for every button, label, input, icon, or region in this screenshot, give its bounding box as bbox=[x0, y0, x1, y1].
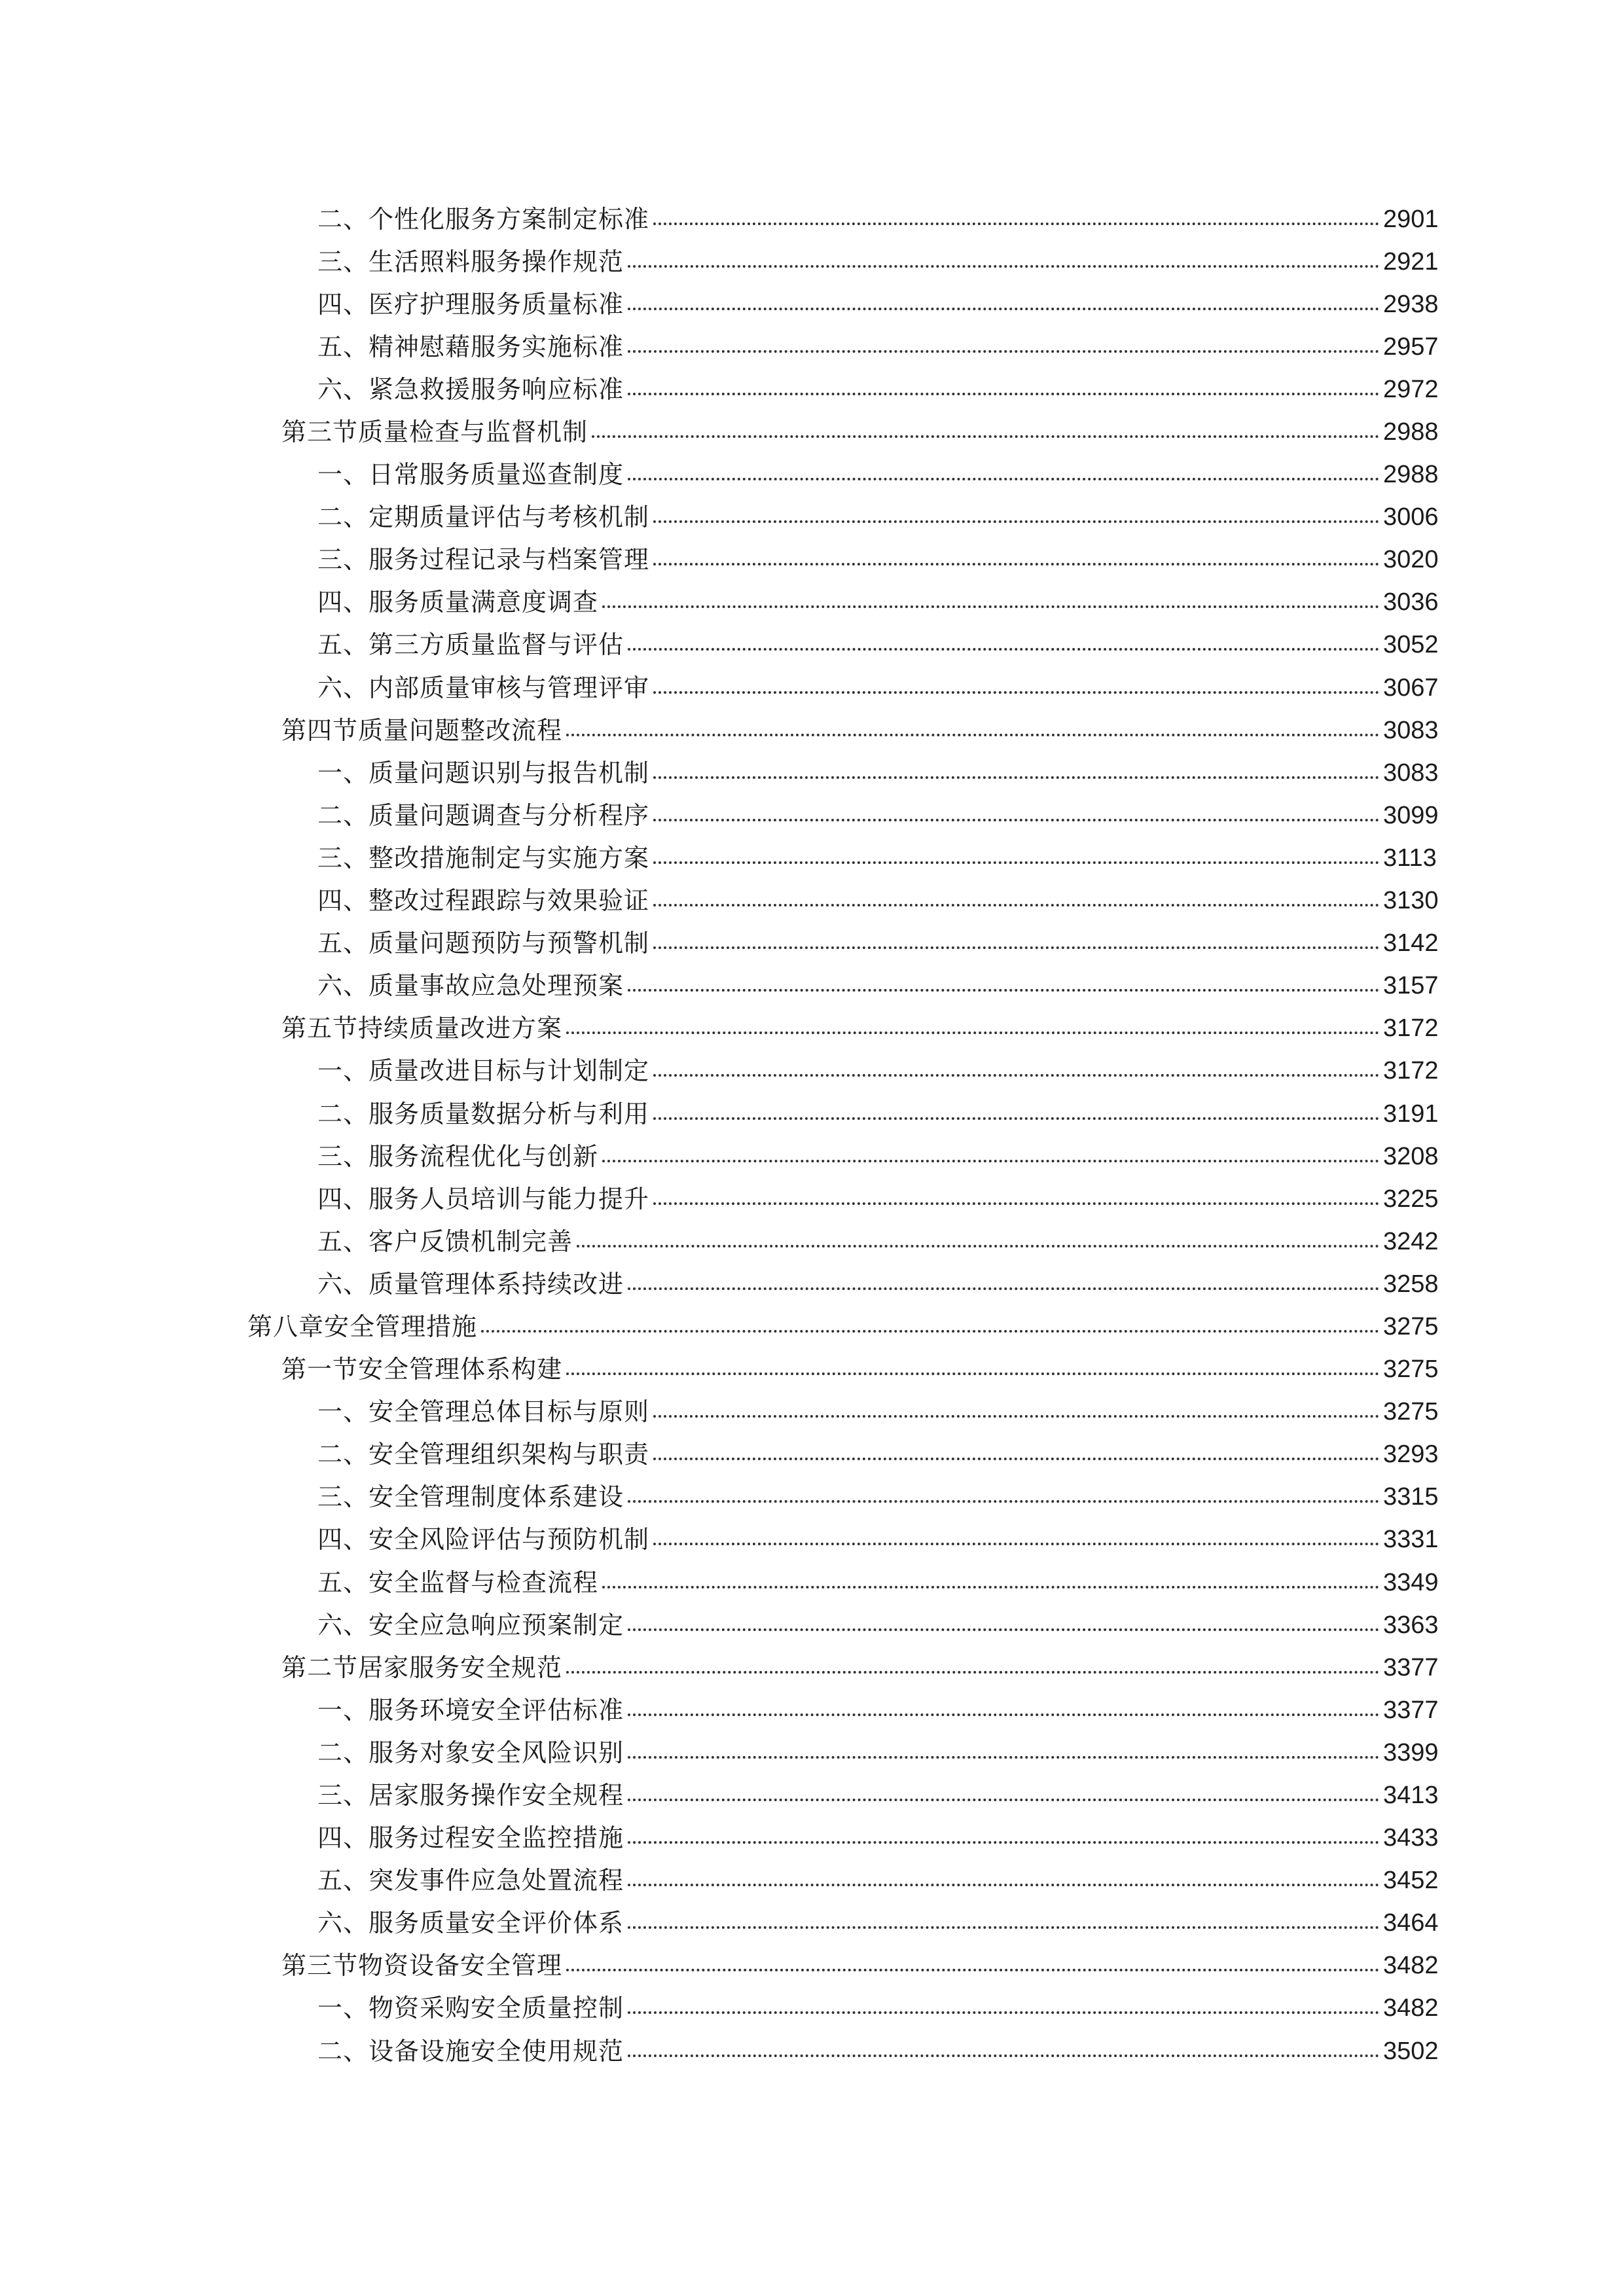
toc-page-number: 3208 bbox=[1383, 1142, 1439, 1170]
toc-dot-leader bbox=[566, 1031, 1379, 1034]
toc-entry-title: 第八章安全管理措施 bbox=[247, 1312, 478, 1341]
toc-dot-leader bbox=[628, 2054, 1379, 2057]
toc-page-number: 3433 bbox=[1383, 1824, 1439, 1852]
toc-entry-title: 四、服务质量满意度调查 bbox=[317, 588, 599, 617]
toc-subsection-entry[interactable] bbox=[0, 1220, 1624, 1263]
toc-page-number: 3377 bbox=[1383, 1696, 1439, 1724]
toc-dot-leader bbox=[628, 478, 1379, 480]
toc-dot-leader bbox=[628, 1713, 1379, 1716]
toc-entry-title: 第三节物资设备安全管理 bbox=[281, 1951, 563, 1981]
toc-entry-title: 五、第三方质量监督与评估 bbox=[317, 630, 624, 660]
toc-dot-leader bbox=[653, 223, 1379, 225]
toc-page-number: 3099 bbox=[1383, 801, 1439, 829]
toc-entry-title: 六、紧急救援服务响应标准 bbox=[317, 374, 624, 404]
toc-entry-title: 三、服务过程记录与档案管理 bbox=[317, 545, 650, 575]
toc-subsection-entry[interactable] bbox=[0, 1433, 1624, 1476]
toc-page-number: 3502 bbox=[1383, 2037, 1439, 2065]
toc-dot-leader bbox=[653, 1202, 1379, 1205]
toc-page-number: 3331 bbox=[1383, 1526, 1439, 1554]
toc-subsection-entry[interactable] bbox=[0, 283, 1624, 325]
toc-entry-title: 二、服务质量数据分析与利用 bbox=[317, 1099, 650, 1128]
toc-subsection-entry[interactable] bbox=[0, 1561, 1624, 1604]
toc-page-number: 2901 bbox=[1383, 205, 1439, 233]
toc-subsection-entry[interactable] bbox=[0, 1263, 1624, 1305]
toc-page-number: 3349 bbox=[1383, 1568, 1439, 1596]
toc-subsection-entry[interactable] bbox=[0, 880, 1624, 922]
toc-subsection-entry[interactable] bbox=[0, 666, 1624, 709]
toc-entry-title: 一、质量改进目标与计划制定 bbox=[317, 1056, 650, 1086]
toc-page-number: 3258 bbox=[1383, 1270, 1439, 1298]
toc-subsection-entry[interactable] bbox=[0, 2030, 1624, 2072]
toc-page-number: 3083 bbox=[1383, 716, 1439, 744]
toc-subsection-entry[interactable] bbox=[0, 581, 1624, 624]
toc-subsection-entry[interactable] bbox=[0, 368, 1624, 410]
toc-subsection-entry[interactable] bbox=[0, 1604, 1624, 1646]
toc-dot-leader bbox=[566, 1372, 1379, 1375]
toc-page-number: 3225 bbox=[1383, 1185, 1439, 1213]
toc-dot-leader bbox=[653, 776, 1379, 779]
toc-dot-leader bbox=[566, 1969, 1379, 1971]
toc-page-number: 3067 bbox=[1383, 673, 1439, 702]
toc-page-number: 3482 bbox=[1383, 1994, 1439, 2022]
toc-dot-leader bbox=[566, 734, 1379, 736]
toc-dot-leader bbox=[628, 265, 1379, 268]
toc-subsection-entry[interactable] bbox=[0, 1092, 1624, 1135]
toc-page-number: 3413 bbox=[1383, 1782, 1439, 1810]
toc-entry-title: 五、客户反馈机制完善 bbox=[317, 1227, 573, 1256]
toc-dot-leader bbox=[628, 1500, 1379, 1503]
toc-entry-title: 四、整改过程跟踪与效果验证 bbox=[317, 886, 650, 916]
toc-page-number: 3052 bbox=[1383, 631, 1439, 659]
toc-dot-leader bbox=[592, 435, 1379, 438]
toc-section-entry[interactable] bbox=[0, 1646, 1624, 1689]
toc-page-number: 3083 bbox=[1383, 759, 1439, 787]
toc-entry-title: 六、质量管理体系持续改进 bbox=[317, 1269, 624, 1299]
toc-entry-title: 二、服务对象安全风险识别 bbox=[317, 1738, 624, 1767]
toc-page-number: 3172 bbox=[1383, 1014, 1439, 1043]
toc-page-number: 3006 bbox=[1383, 503, 1439, 531]
toc-page-number: 2921 bbox=[1383, 247, 1439, 276]
toc-page-number: 2972 bbox=[1383, 375, 1439, 403]
toc-section-entry[interactable] bbox=[0, 709, 1624, 751]
toc-page-number: 3293 bbox=[1383, 1441, 1439, 1469]
toc-page-number: 2988 bbox=[1383, 461, 1439, 489]
toc-subsection-entry[interactable] bbox=[0, 1050, 1624, 1092]
toc-page-number: 3130 bbox=[1383, 887, 1439, 915]
toc-dot-leader bbox=[653, 1458, 1379, 1460]
toc-dot-leader bbox=[628, 350, 1379, 353]
toc-page-number: 3464 bbox=[1383, 1909, 1439, 1937]
toc-dot-leader bbox=[602, 605, 1379, 608]
toc-page-number: 2957 bbox=[1383, 332, 1439, 361]
toc-page-number: 3482 bbox=[1383, 1952, 1439, 1980]
toc-dot-leader bbox=[653, 563, 1379, 565]
toc-section-entry[interactable] bbox=[0, 1348, 1624, 1391]
toc-page-number: 3020 bbox=[1383, 546, 1439, 574]
toc-dot-leader bbox=[653, 946, 1379, 949]
toc-dot-leader bbox=[653, 1117, 1379, 1120]
toc-dot-leader bbox=[653, 861, 1379, 864]
toc-entry-title: 二、定期质量评估与考核机制 bbox=[317, 503, 650, 532]
toc-entry-title: 一、日常服务质量巡查制度 bbox=[317, 460, 624, 490]
toc-entry-title: 四、服务过程安全监控措施 bbox=[317, 1823, 624, 1853]
toc-entry-title: 四、安全风险评估与预防机制 bbox=[317, 1525, 650, 1554]
toc-subsection-entry[interactable] bbox=[0, 1731, 1624, 1774]
toc-entry-title: 二、质量问题调查与分析程序 bbox=[317, 800, 650, 830]
toc-entry-title: 一、物资采购安全质量控制 bbox=[317, 1994, 624, 2023]
toc-dot-leader bbox=[628, 2011, 1379, 2014]
toc-dot-leader bbox=[602, 1586, 1379, 1588]
toc-entry-title: 一、服务环境安全评估标准 bbox=[317, 1695, 624, 1725]
toc-subsection-entry[interactable] bbox=[0, 240, 1624, 283]
toc-page-number: 3275 bbox=[1383, 1312, 1439, 1340]
table-of-contents bbox=[0, 198, 1624, 2072]
toc-entry-title: 三、安全管理制度体系建设 bbox=[317, 1482, 624, 1512]
toc-entry-title: 五、质量问题预防与预警机制 bbox=[317, 929, 650, 958]
toc-dot-leader bbox=[566, 1671, 1379, 1674]
toc-entry-title: 四、服务人员培训与能力提升 bbox=[317, 1184, 650, 1213]
toc-dot-leader bbox=[628, 308, 1379, 310]
toc-dot-leader bbox=[653, 1543, 1379, 1545]
toc-dot-leader bbox=[628, 989, 1379, 992]
toc-dot-leader bbox=[628, 1756, 1379, 1759]
toc-page-number: 3275 bbox=[1383, 1355, 1439, 1384]
toc-entry-title: 第三节质量检查与监督机制 bbox=[281, 418, 588, 447]
toc-dot-leader bbox=[628, 1884, 1379, 1886]
toc-dot-leader bbox=[481, 1330, 1379, 1333]
toc-entry-title: 第五节持续质量改进方案 bbox=[281, 1014, 563, 1043]
toc-dot-leader bbox=[628, 1841, 1379, 1844]
toc-entry-title: 二、安全管理组织架构与职责 bbox=[317, 1440, 650, 1469]
toc-page-number: 3452 bbox=[1383, 1867, 1439, 1895]
toc-page-number: 3157 bbox=[1383, 972, 1439, 1000]
toc-entry-title: 三、居家服务操作安全规程 bbox=[317, 1781, 624, 1810]
toc-subsection-entry[interactable] bbox=[0, 965, 1624, 1007]
toc-entry-title: 六、服务质量安全评价体系 bbox=[317, 1909, 624, 1938]
toc-subsection-entry[interactable] bbox=[0, 198, 1624, 240]
toc-dot-leader bbox=[628, 1799, 1379, 1801]
toc-page-number: 3036 bbox=[1383, 588, 1439, 617]
toc-entry-title: 四、医疗护理服务质量标准 bbox=[317, 289, 624, 319]
toc-entry-title: 一、安全管理总体目标与原则 bbox=[317, 1397, 650, 1427]
toc-page-number: 3113 bbox=[1383, 844, 1437, 872]
toc-subsection-entry[interactable] bbox=[0, 454, 1624, 496]
toc-page-number: 3275 bbox=[1383, 1398, 1439, 1426]
toc-entry-title: 二、设备设施安全使用规范 bbox=[317, 2036, 624, 2066]
toc-dot-leader bbox=[653, 691, 1379, 694]
toc-dot-leader bbox=[653, 520, 1379, 523]
toc-section-entry[interactable] bbox=[0, 410, 1624, 453]
toc-subsection-entry[interactable] bbox=[0, 1774, 1624, 1816]
toc-subsection-entry[interactable] bbox=[0, 1987, 1624, 2030]
toc-subsection-entry[interactable] bbox=[0, 1817, 1624, 1859]
toc-subsection-entry[interactable] bbox=[0, 624, 1624, 666]
toc-subsection-entry[interactable] bbox=[0, 1689, 1624, 1731]
toc-entry-title: 五、安全监督与检查流程 bbox=[317, 1568, 599, 1597]
toc-section-entry[interactable] bbox=[0, 1007, 1624, 1050]
toc-dot-leader bbox=[653, 1415, 1379, 1418]
toc-entry-title: 三、服务流程优化与创新 bbox=[317, 1141, 599, 1171]
toc-page-number: 3242 bbox=[1383, 1227, 1439, 1255]
toc-page-number: 2938 bbox=[1383, 290, 1439, 318]
toc-chapter-entry[interactable] bbox=[0, 1305, 1624, 1348]
toc-subsection-entry[interactable] bbox=[0, 1476, 1624, 1518]
toc-dot-leader bbox=[602, 1160, 1379, 1162]
toc-dot-leader bbox=[628, 648, 1379, 651]
toc-section-entry[interactable] bbox=[0, 1945, 1624, 1987]
toc-dot-leader bbox=[577, 1245, 1379, 1247]
toc-subsection-entry[interactable] bbox=[0, 325, 1624, 368]
toc-subsection-entry[interactable] bbox=[0, 1902, 1624, 1945]
toc-entry-title: 第一节安全管理体系构建 bbox=[281, 1355, 563, 1384]
toc-entry-title: 第四节质量问题整改流程 bbox=[281, 715, 563, 745]
toc-entry-title: 五、精神慰藉服务实施标准 bbox=[317, 332, 624, 361]
toc-entry-title: 六、质量事故应急处理预案 bbox=[317, 971, 624, 1001]
toc-subsection-entry[interactable] bbox=[0, 1135, 1624, 1177]
toc-subsection-entry[interactable] bbox=[0, 751, 1624, 794]
toc-subsection-entry[interactable] bbox=[0, 922, 1624, 965]
toc-dot-leader bbox=[628, 393, 1379, 395]
toc-entry-title: 二、个性化服务方案制定标准 bbox=[317, 204, 650, 234]
toc-subsection-entry[interactable] bbox=[0, 496, 1624, 539]
toc-dot-leader bbox=[653, 904, 1379, 906]
toc-entry-title: 六、内部质量审核与管理评审 bbox=[317, 673, 650, 702]
toc-entry-title: 六、安全应急响应预案制定 bbox=[317, 1610, 624, 1640]
toc-entry-title: 一、质量问题识别与报告机制 bbox=[317, 758, 650, 787]
toc-entry-title: 三、生活照料服务操作规范 bbox=[317, 247, 624, 276]
toc-dot-leader bbox=[628, 1926, 1379, 1929]
toc-dot-leader bbox=[628, 1628, 1379, 1631]
toc-page-number: 3315 bbox=[1383, 1483, 1439, 1511]
toc-dot-leader bbox=[653, 1074, 1379, 1077]
toc-subsection-entry[interactable] bbox=[0, 1859, 1624, 1902]
toc-entry-title: 五、突发事件应急处置流程 bbox=[317, 1866, 624, 1895]
toc-page-number: 2988 bbox=[1383, 418, 1439, 446]
toc-entry-title: 第二节居家服务安全规范 bbox=[281, 1653, 563, 1682]
toc-dot-leader bbox=[628, 1287, 1379, 1290]
toc-page-number: 3399 bbox=[1383, 1738, 1439, 1767]
toc-subsection-entry[interactable] bbox=[0, 539, 1624, 581]
toc-page-number: 3142 bbox=[1383, 929, 1439, 958]
toc-subsection-entry[interactable] bbox=[0, 836, 1624, 879]
toc-page-number: 3363 bbox=[1383, 1611, 1439, 1639]
toc-page-number: 3377 bbox=[1383, 1653, 1439, 1681]
toc-subsection-entry[interactable] bbox=[0, 1391, 1624, 1433]
toc-entry-title: 三、整改措施制定与实施方案 bbox=[317, 843, 650, 872]
toc-page-number: 3191 bbox=[1383, 1100, 1439, 1128]
toc-subsection-entry[interactable] bbox=[0, 1518, 1624, 1561]
toc-subsection-entry[interactable] bbox=[0, 794, 1624, 836]
toc-page-number: 3172 bbox=[1383, 1057, 1439, 1085]
toc-subsection-entry[interactable] bbox=[0, 1177, 1624, 1220]
toc-dot-leader bbox=[653, 819, 1379, 821]
